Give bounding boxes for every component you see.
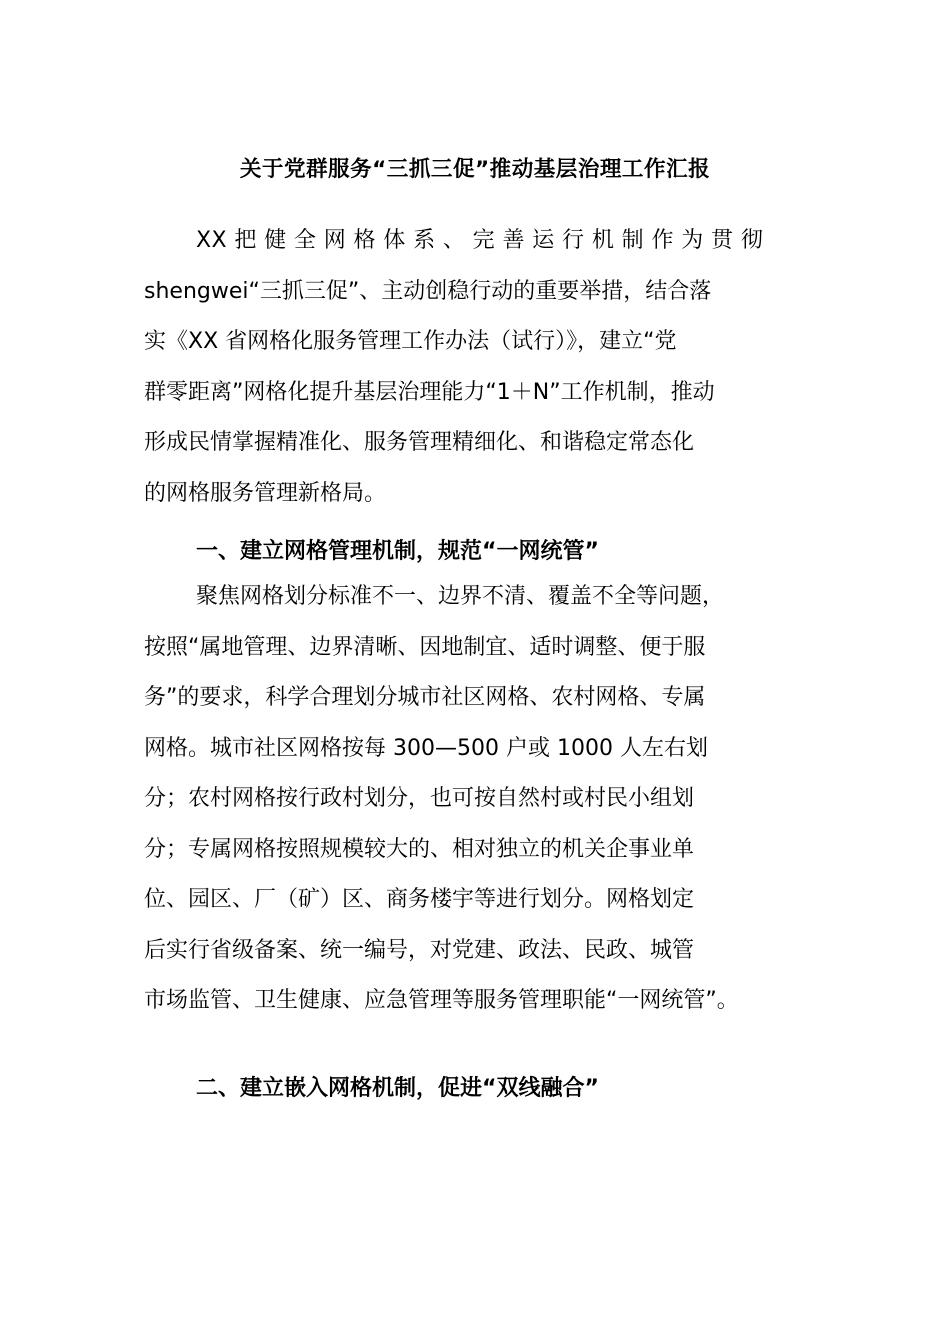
intro-line: shengwei“三抓三促”、主动创稳行动的重要举措，结合落 (144, 278, 712, 304)
section-1-line: 网格。城市社区网格按每 300—500 户或 1000 人左右划 (144, 735, 708, 761)
document-title: 关于党群服务“三抓三促”推动基层治理工作汇报 (239, 157, 711, 182)
intro-line: 形成民情掌握精准化、服务管理精细化、和谐稳定常态化 (144, 430, 695, 455)
section-1-heading: 一、建立网格管理机制，规范“一网统管” (196, 539, 599, 564)
section-1-line: 按照“属地管理、边界清晰、因地制宜、适时调整、便于服 (144, 634, 706, 660)
section-1-line: 市场监管、卫生健康、应急管理等服务管理职能“一网统管”。 (144, 988, 739, 1013)
intro-line: 的网格服务管理新格局。 (144, 480, 387, 506)
section-1-line: 位、园区、厂（矿）区、商务楼宇等进行划分。网格划定 (144, 887, 695, 912)
section-1-line: 务”的要求，科学合理划分城市社区网格、农村网格、专属 (144, 685, 706, 710)
section-1-line: 分；专属网格按照规模较大的、相对独立的机关企事业单 (144, 836, 695, 862)
section-1-paragraph (144, 572, 808, 1027)
section-1-line: 聚焦网格划分标准不一、边界不清、覆盖不全等问题， (196, 584, 725, 609)
intro-line: 群零距离”网格化提升基层治理能力“1＋N”工作机制，推动 (144, 379, 715, 405)
intro-line: 实《XX 省网格化服务管理工作办法（试行）》，建立“党 (144, 329, 677, 354)
intro-line: XX 把 健 全 网 格 体 系 、 完 善 运 行 机 制 作 为 贯 彻 (196, 228, 764, 253)
section-1-line: 分；农村网格按行政村划分，也可按自然村或村民小组划 (144, 786, 695, 811)
intro-paragraph (144, 216, 808, 519)
section-1-line: 后实行省级备案、统一编号，对党建、政法、民政、城管 (144, 937, 695, 963)
section-2-heading: 二、建立嵌入网格机制，促进“双线融合” (196, 1076, 599, 1101)
